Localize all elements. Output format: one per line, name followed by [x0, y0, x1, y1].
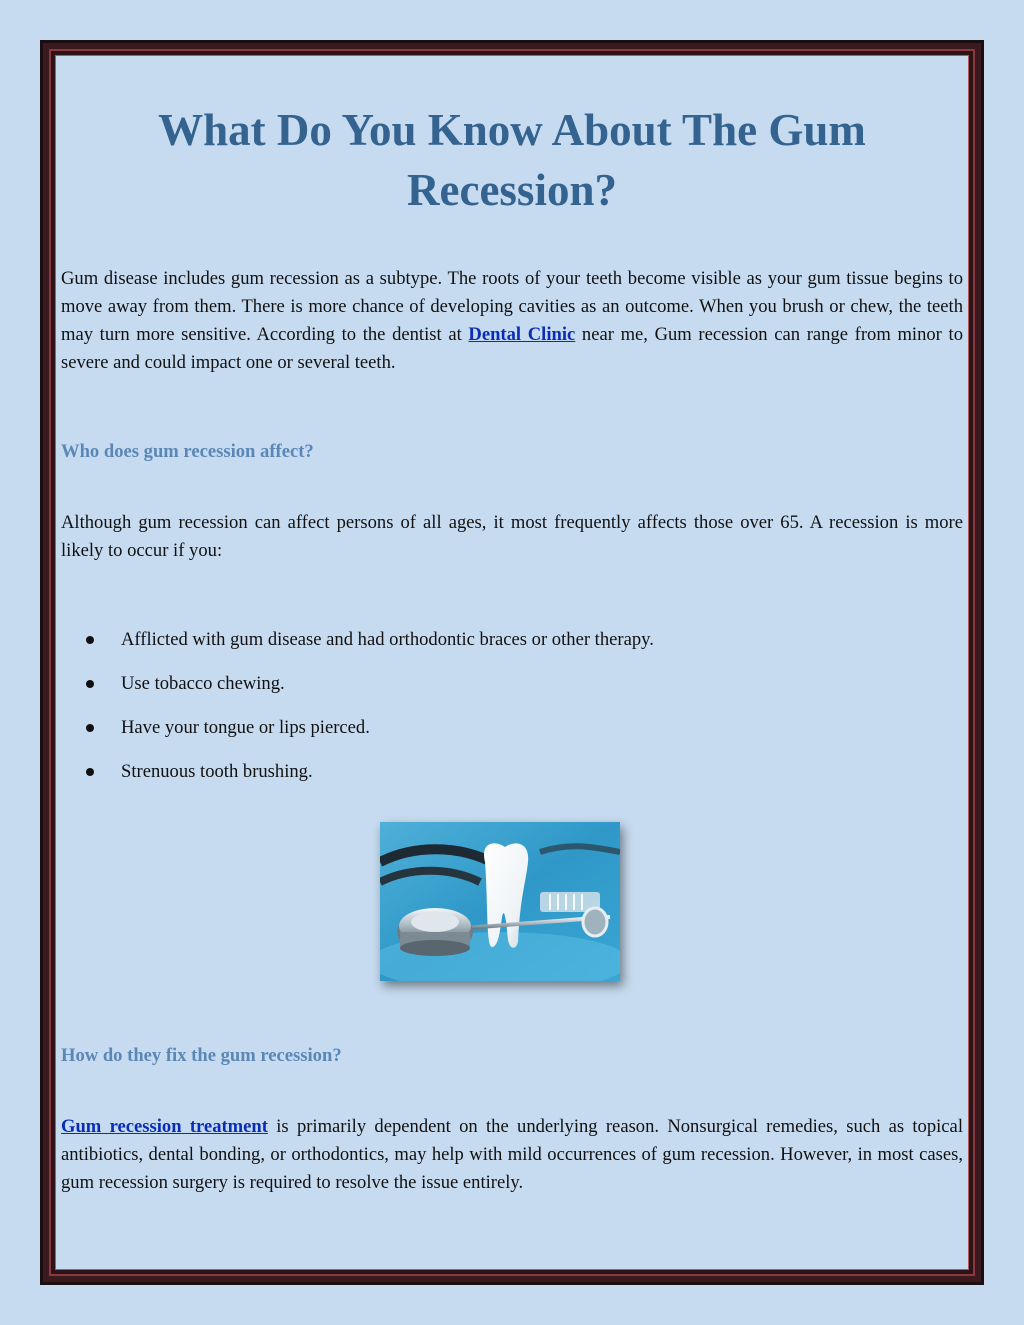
bullet-icon — [86, 636, 94, 644]
list-item — [86, 714, 654, 758]
intro-text-after: near me, Gum recession can range from minor to severe and could impact one or several teeth. — [61, 324, 963, 373]
treatment-text: is primarily dependent on the underlying reason. Nonsurgical remedies, such as topical antibiotics, dental bonding, or orthodontics, may help with mild occurrences of gum recession. However, in most cases, gum recession surgery is required to resolve the issue entirely. — [61, 1116, 963, 1193]
page-title: What Do You Know About The Gum Recession? — [158, 105, 866, 215]
list-item-text: Have your tongue or lips pierced. — [121, 717, 370, 738]
gum-recession-treatment-link[interactable]: Gum recession treatment — [61, 1116, 268, 1137]
list-item — [86, 758, 654, 802]
list-item-text: Afflicted with gum disease and had orthodontic braces or other therapy. — [121, 629, 654, 650]
section-heading-fix: How do they fix the gum recession? — [61, 1045, 342, 1066]
dental-clinic-link[interactable]: Dental Clinic — [468, 324, 576, 345]
risk-factor-list — [86, 626, 654, 802]
bullet-icon — [86, 680, 94, 688]
list-item-text: Use tobacco chewing. — [121, 673, 285, 694]
bullet-icon — [86, 768, 94, 776]
bullet-icon — [86, 724, 94, 732]
list-item — [86, 626, 654, 670]
intro-text-before: Gum disease includes gum recession as a subtype. The roots of your teeth become visible as your gum tissue begins to move away from them. There is more chance of developing cavities as an outcome. When you brush or chew, the teeth may turn more sensitive. According to the dentist at — [61, 268, 963, 345]
list-item — [86, 670, 654, 714]
affects-paragraph: Although gum recession can affect persons of all ages, it most frequently affects those over 65. A recession is more likely to occur if you: — [61, 512, 963, 561]
list-item-text: Strenuous tooth brushing. — [121, 761, 313, 782]
intro-paragraph — [61, 265, 963, 377]
treatment-paragraph — [61, 1113, 963, 1197]
dental-tools-tooth-image — [380, 822, 620, 981]
section-heading-who-affects: Who does gum recession affect? — [61, 441, 314, 462]
